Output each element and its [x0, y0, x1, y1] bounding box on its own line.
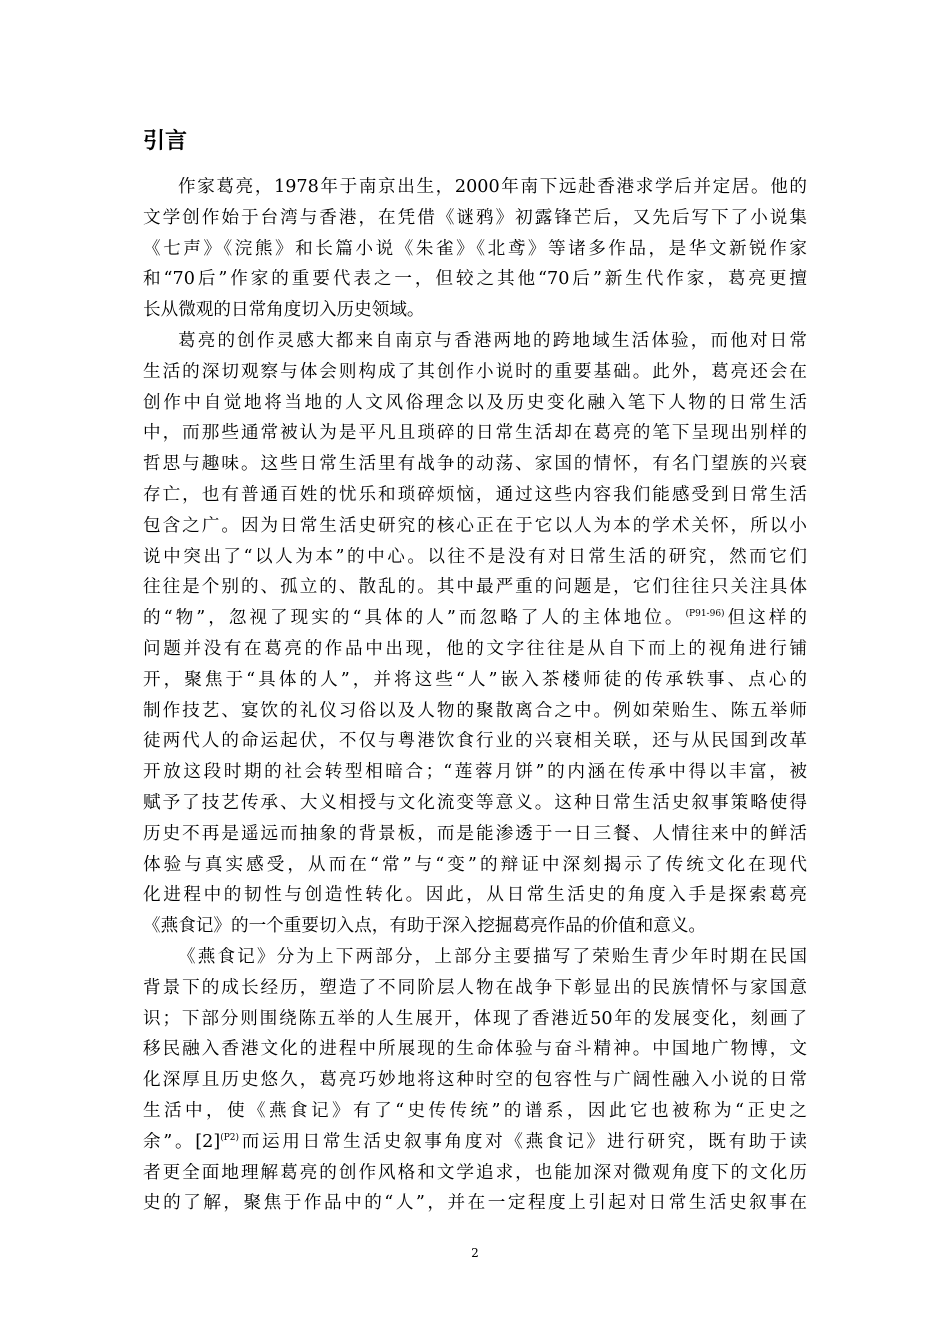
text-segment: 而运用日常生活史叙事角度对《燕食记》进行研究，既有助于读 [239, 1131, 807, 1152]
text-line: 《燕食记》分为上下两部分，上部分主要描写了荣贻生青少年时期在民国 [178, 946, 807, 967]
text-line: 说中突出了“以人为本”的中心。以往不是没有对日常生活的研究，然而它们 [143, 546, 807, 567]
text-line: 化进程中的韧性与创造性转化。因此，从日常生活史的角度入手是探索葛亮 [143, 885, 807, 906]
text-line-with-citation [143, 1127, 807, 1158]
text-segment: 余”。[2] [143, 1131, 221, 1152]
text-line: 创作中自觉地将当地的人文风俗理念以及历史变化融入笔下人物的日常生活 [143, 392, 807, 413]
text-line: 者更全面地理解葛亮的创作风格和文学追求，也能加深对微观角度下的文化历 [143, 1162, 807, 1183]
text-line: 葛亮的创作灵感大都来自南京与香港两地的跨地域生活体验，而他对日常 [178, 330, 807, 351]
text-segment: 但这样的 [724, 608, 807, 629]
citation-marker: (P91-96) [685, 609, 725, 620]
text-line: 背景下的成长经历，塑造了不同阶层人物在战争下彰显出的民族情怀与家国意 [143, 977, 807, 998]
text-line: 往往是个别的、孤立的、散乱的。其中最严重的问题是，它们往往只关注具体 [143, 577, 807, 598]
text-line: 体验与真实感受，从而在“常”与“变”的辩证中深刻揭示了传统文化在现代 [143, 854, 807, 875]
text-line: 和“70后”作家的重要代表之一，但较之其他“70后”新生代作家，葛亮更擅 [143, 269, 807, 290]
text-line: 中，而那些通常被认为是平凡且琐碎的日常生活却在葛亮的笔下呈现出别样的 [143, 423, 807, 444]
body-text [143, 172, 807, 1219]
text-line: 问题并没有在葛亮的作品中出现，他的文字往往是从自下而上的视角进行铺 [143, 638, 807, 659]
text-line: 赋予了技艺传承、大义相授与文化流变等意义。这种日常生活史叙事策略使得 [143, 792, 807, 813]
text-line: 《燕食记》的一个重要切入点，有助于深入挖掘葛亮作品的价值和意义。 [143, 916, 707, 937]
text-line: 存亡，也有普通百姓的忧乐和琐碎烦恼，通过这些内容我们能感受到日常生活 [143, 484, 807, 505]
text-line: 哲思与趣味。这些日常生活里有战争的动荡、家国的情怀，有名门望族的兴衰 [143, 454, 807, 475]
page-number: 2 [471, 1246, 479, 1260]
citation-marker: (P2) [220, 1132, 239, 1143]
text-line: 史的了解，聚焦于作品中的“人”，并在一定程度上引起对日常生活史叙事在 [143, 1193, 807, 1214]
text-line: 识；下部分则围绕陈五举的人生展开，体现了香港近50年的发展变化，刻画了 [143, 1008, 807, 1029]
text-line-with-citation [143, 603, 807, 634]
text-line: 生活中，使《燕食记》有了“史传传统”的谱系，因此它也被称为“正史之 [143, 1100, 807, 1121]
text-line: 徒两代人的命运起伏，不仅与粤港饮食行业的兴衰相关联，还与从民国到改革 [143, 731, 807, 752]
text-segment: 的“物”，忽视了现实的“具体的人”而忽略了人的主体地位。 [143, 608, 686, 629]
text-line: 开，聚焦于“具体的人”，并将这些“人”嵌入茶楼师徒的传承轶事、点心的 [143, 669, 807, 690]
text-line: 开放这段时期的社会转型相暗合；“莲蓉月饼”的内涵在传承中得以丰富，被 [143, 762, 807, 783]
text-line: 化深厚且历史悠久，葛亮巧妙地将这种时空的包容性与广阔性融入小说的日常 [143, 1070, 807, 1091]
section-heading: 引言 [143, 129, 188, 154]
text-line: 移民融入香港文化的进程中所展现的生命体验与奋斗精神。中国地广物博，文 [143, 1039, 807, 1060]
text-line: 文学创作始于台湾与香港，在凭借《谜鸦》初露锋芒后，又先后写下了小说集 [143, 207, 807, 228]
text-line: 生活的深切观察与体会则构成了其创作小说时的重要基础。此外，葛亮还会在 [143, 361, 807, 382]
text-line: 历史不再是遥远而抽象的背景板，而是能渗透于一日三餐、人情往来中的鲜活 [143, 823, 807, 844]
text-line: 包含之广。因为日常生活史研究的核心正在于它以人为本的学术关怀，所以小 [143, 515, 807, 536]
text-line: 长从微观的日常角度切入历史领域。 [143, 300, 425, 321]
text-line: 《七声》《浣熊》和长篇小说《朱雀》《北鸢》等诸多作品，是华文新锐作家 [143, 238, 807, 259]
text-line: 制作技艺、宴饮的礼仪习俗以及人物的聚散离合之中。例如荣贻生、陈五举师 [143, 700, 807, 721]
text-line: 作家葛亮，1978年于南京出生，2000年南下远赴香港求学后并定居。他的 [178, 177, 807, 197]
